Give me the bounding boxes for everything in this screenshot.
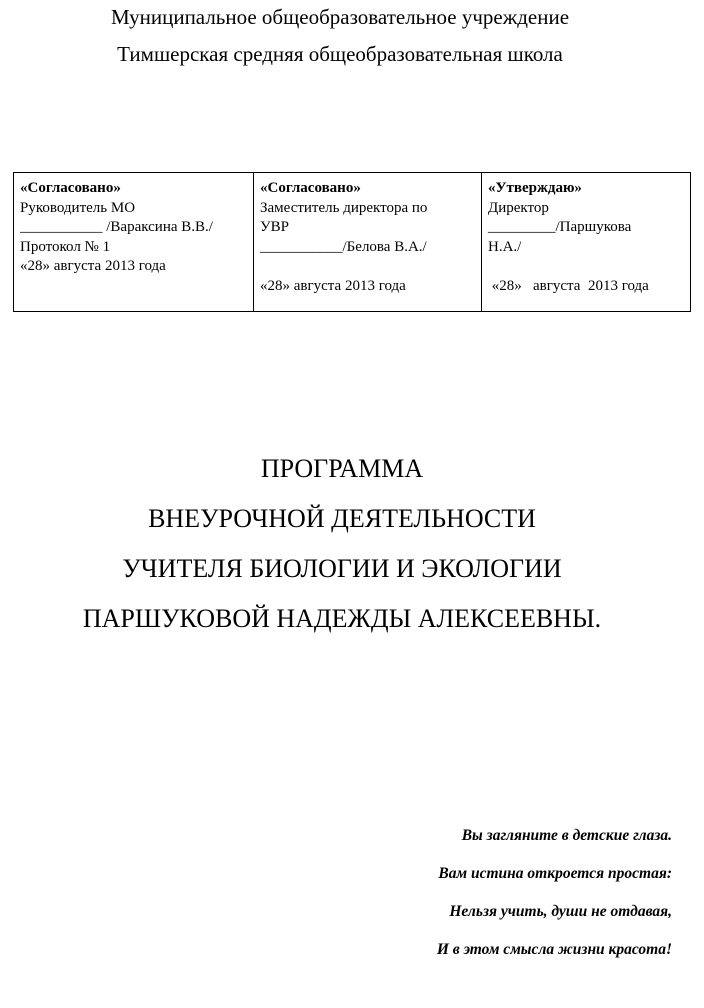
title-line-teacher: УЧИТЕЛЯ БИОЛОГИИ И ЭКОЛОГИИ xyxy=(122,554,562,583)
blank-line xyxy=(488,257,685,277)
approval-heading: «Согласовано» xyxy=(20,180,121,196)
approval-signature: ___________ /Вараксина В.В./ xyxy=(20,219,213,235)
blank-line xyxy=(260,257,476,277)
title-line-program: ПРОГРАММА xyxy=(260,454,424,483)
approval-heading: «Утверждаю» xyxy=(488,180,582,196)
title-line-activity: ВНЕУРОЧНОЙ ДЕЯТЕЛЬНОСТИ xyxy=(148,504,536,533)
epigraph-line: Вам истина откроется простая: xyxy=(438,865,672,882)
school-type-heading: Муниципальное общеобразовательное учреждение xyxy=(110,5,570,29)
approval-cell-methodical-head xyxy=(14,173,253,311)
approval-role: Заместитель директора по xyxy=(260,199,428,216)
approval-role: Руководитель МО xyxy=(20,199,136,216)
approval-role-continued: УВР xyxy=(260,219,289,235)
epigraph-line: Нельзя учить, души не отдавая, xyxy=(449,903,672,920)
approval-table xyxy=(13,172,691,312)
approval-date: «28» августа 2013 года xyxy=(488,277,649,294)
approval-cell-director xyxy=(481,173,690,311)
approval-protocol: Протокол № 1 xyxy=(20,238,111,255)
epigraph-line: Вы загляните в детские глаза. xyxy=(461,827,672,844)
approval-role: Директор xyxy=(488,199,549,216)
approval-signature: ___________/Белова В.А./ xyxy=(260,238,427,255)
approval-date: «28» августа 2013 года xyxy=(260,277,406,294)
epigraph xyxy=(437,824,672,976)
approval-date: «28» августа 2013 года xyxy=(20,258,166,274)
program-title xyxy=(0,454,704,654)
approval-signature: _________/Паршукова xyxy=(488,219,632,235)
title-line-teacher-name: ПАРШУКОВОЙ НАДЕЖДЫ АЛЕКСЕЕВНЫ. xyxy=(82,604,602,633)
epigraph-line: И в этом смысла жизни красота! xyxy=(436,941,672,958)
school-name-heading: Тимшерская средняя общеобразовательная школа xyxy=(117,42,563,66)
approval-signature-continued: Н.А./ xyxy=(488,238,522,255)
approval-cell-deputy-director xyxy=(253,173,481,311)
approval-heading: «Согласовано» xyxy=(260,180,361,196)
